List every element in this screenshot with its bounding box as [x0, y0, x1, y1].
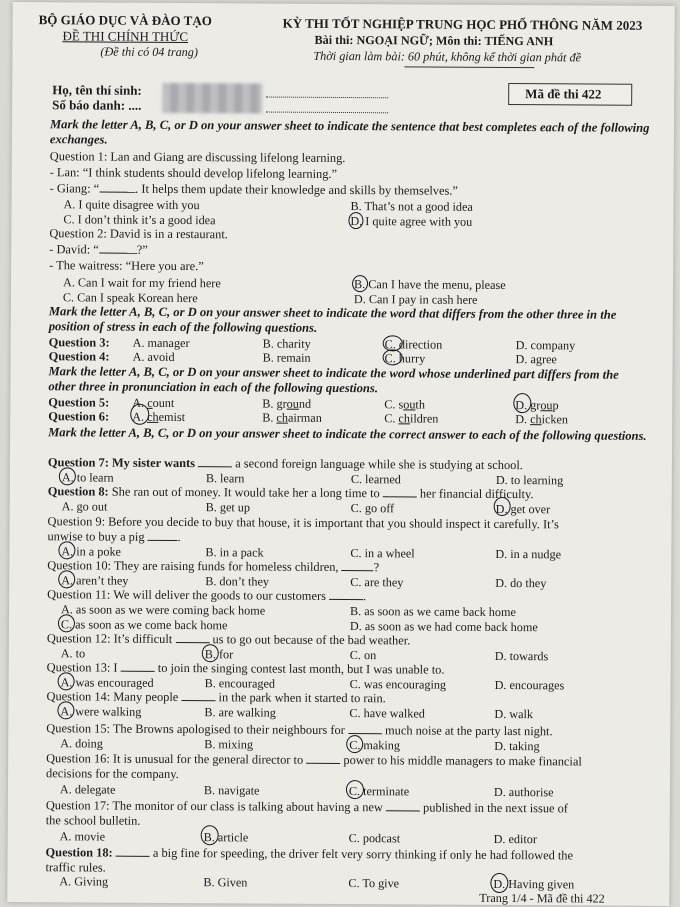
q16-stem: Question 16: It is unusual for the general director to power to his middle managers to make financial	[46, 751, 582, 769]
q4-label: Question 4:	[48, 349, 110, 364]
q6-option-d[interactable]: D. chicken	[515, 412, 569, 427]
q12-option-a[interactable]: A. to	[60, 646, 86, 661]
instruction-exchanges: Mark the letter A, B, C, or D on your answer sheet to indicate the sentence that best completes each of the following exchanges.	[49, 117, 650, 147]
q15-option-c[interactable]: C. making	[349, 738, 401, 753]
q10-option-d[interactable]: D. do they	[495, 575, 547, 591]
q2-stem: Question 2: David is in a restaurant.	[49, 226, 228, 242]
instruction-stress: Mark the letter A, B, C, or D on your answer sheet to indicate the word that differs from the other three in the position of stress in each of the following questions.	[48, 304, 617, 335]
exam-time: Thời gian làm bài: 60 phút, không kể thời gian phát đề	[313, 48, 582, 65]
q4-option-b[interactable]: B. remain	[262, 350, 311, 365]
q9-option-b[interactable]: B. in a pack	[205, 545, 264, 560]
q17-stem-line2: the school bulletin.	[45, 813, 141, 828]
q16-option-c[interactable]: C. terminate	[348, 784, 410, 799]
q7-option-d[interactable]: D. to learning	[495, 472, 564, 488]
q12-option-b[interactable]: B. for	[204, 647, 234, 662]
q4-option-d[interactable]: D. agree	[515, 352, 557, 367]
name-dots	[266, 97, 388, 99]
q11-stem: Question 11: We will deliver the goods to our customers .	[47, 587, 367, 604]
q9-option-c[interactable]: C. in a wheel	[350, 546, 415, 561]
q2-option-b[interactable]: B. Can I have the menu, please	[353, 277, 506, 293]
q10-stem: Question 10: They are raising funds for homeless children, ?	[47, 558, 380, 575]
q18-option-d[interactable]: D. Having given	[493, 876, 575, 892]
q2-line1: - David: “ ?”	[49, 242, 148, 257]
q14-option-b[interactable]: B. are walking	[204, 705, 276, 720]
q13-stem: Question 13: I to join the singing contest last month, but I was unable to.	[46, 660, 445, 677]
q15-option-d[interactable]: D. taking	[494, 738, 540, 754]
q17-option-d[interactable]: D. editor	[493, 831, 538, 847]
q9-stem-line2: unwise to buy a pig .	[47, 529, 181, 545]
q8-option-a[interactable]: A. go out	[61, 499, 108, 514]
q2-option-d[interactable]: D. Can I pay in cash here	[353, 292, 478, 307]
q11-option-d[interactable]: D. as soon as we had come back home	[349, 619, 538, 635]
official-label: ĐỀ THI CHÍNH THỨC	[62, 28, 189, 45]
q11-option-a[interactable]: A. as soon as we were coming back home	[61, 602, 266, 618]
q10-option-b[interactable]: B. don’t they	[205, 574, 270, 589]
q17-option-c[interactable]: C. podcast	[348, 831, 401, 846]
q16-stem-line2: decisions for the company.	[46, 766, 179, 782]
q9-option-a[interactable]: A. in a poke	[61, 544, 122, 559]
q6-option-a[interactable]: A. chemist	[132, 409, 186, 425]
q3-label: Question 3:	[48, 335, 110, 350]
q17-option-a[interactable]: A. movie	[59, 829, 106, 844]
exam-title: KỲ THI TỐT NGHIỆP TRUNG HỌC PHỔ THÔNG NĂM 2023	[282, 15, 643, 33]
q1-line2: - Giang: “ . It helps them update their knowledge and skills by themselves.”	[49, 181, 458, 198]
q18-stem-line2: traffic rules.	[45, 860, 106, 875]
q16-option-d[interactable]: D. authorise	[493, 784, 554, 800]
exam-subject: Bài thi: NGOẠI NGỮ; Môn thi: TIẾNG ANH	[314, 32, 554, 49]
q1-option-c[interactable]: C. I don’t think it’s a good idea	[63, 212, 216, 228]
q14-option-a[interactable]: A. were walking	[60, 704, 142, 719]
ministry-name: BỘ GIÁO DỤC VÀ ĐÀO TẠO	[38, 12, 212, 29]
q7-option-a[interactable]: A. to learn	[61, 470, 114, 485]
q17-stem: Question 17: The monitor of our class is talking about having a new published in the next issue of	[45, 798, 569, 816]
q2-option-c[interactable]: C. Can I speak Korean here	[62, 290, 198, 306]
pages-note: (Đề thi có 04 trang)	[100, 44, 198, 60]
q9-stem: Question 9: Before you decide to buy that house, it is important that you should inspect it carefully. It’s	[47, 514, 559, 532]
q14-option-d[interactable]: D. walk	[494, 706, 534, 722]
q5-option-a[interactable]: A. count	[132, 395, 175, 410]
q6-option-c[interactable]: C. children	[384, 411, 439, 426]
q8-option-d[interactable]: D. get over	[495, 501, 551, 517]
q5-option-c[interactable]: C. south	[384, 397, 425, 412]
q8-stem: Question 8: She ran out of money. It would take her a long time to her financial difficulty.	[47, 484, 534, 502]
q10-option-c[interactable]: C. are they	[350, 575, 404, 590]
q1-stem: Question 1: Lan and Giang are discussing lifelong learning.	[49, 149, 346, 166]
q5-label: Question 5:	[48, 395, 110, 410]
q7-option-c[interactable]: C. learned	[350, 472, 401, 487]
q15-stem: Question 15: The Browns apologised to their neighbours for much noise at the party last night.	[46, 721, 553, 739]
q6-option-b[interactable]: B. chairman	[262, 410, 322, 425]
q3-option-b[interactable]: B. charity	[262, 336, 311, 351]
q12-option-c[interactable]: C. on	[349, 648, 377, 663]
q11-option-c[interactable]: C. as soon as we come back home	[60, 617, 228, 633]
q7-stem: Question 7: My sister wants a second foreign language while she is studying at school.	[47, 455, 523, 473]
q18-option-b[interactable]: B. Given	[203, 875, 248, 890]
q5-option-d[interactable]: D. group	[515, 398, 559, 413]
q17-option-b[interactable]: B. article	[203, 830, 249, 845]
q1-line1: - Lan: “I think students should develop lifelong learning.”	[49, 165, 338, 181]
instruction-correct: Mark the letter A, B, C, or D on your answer sheet to indicate the correct answer to each of the following questions.	[48, 425, 647, 443]
q1-option-b[interactable]: B. That’s not a good idea	[350, 199, 473, 214]
q15-option-b[interactable]: B. mixing	[204, 737, 254, 752]
q14-stem: Question 14: Many people in the park when it started to rain.	[46, 689, 386, 706]
q9-option-d[interactable]: D. in a nudge	[495, 546, 562, 562]
q12-option-d[interactable]: D. towards	[494, 648, 549, 664]
q1-option-a[interactable]: A. I quite disagree with you	[63, 197, 200, 213]
q14-option-c[interactable]: C. have walked	[349, 706, 425, 721]
q6-label: Question 6:	[48, 409, 110, 424]
q1-option-d[interactable]: D. I quite agree with you	[350, 214, 473, 229]
instruction-pronunciation: Mark the letter A, B, C, or D on your answer sheet to indicate the word whose underlined part differs from the other three in pronunciation in each of the following questions.	[48, 364, 619, 396]
id-dots	[266, 112, 388, 114]
q4-option-a[interactable]: A. avoid	[132, 349, 175, 364]
q16-option-a[interactable]: A. delegate	[59, 782, 116, 797]
redacted-area	[162, 83, 262, 114]
q8-option-b[interactable]: B. get up	[205, 500, 251, 515]
q13-option-d[interactable]: D. encourages	[494, 677, 565, 693]
q3-option-a[interactable]: A. manager	[132, 335, 190, 351]
q3-option-d[interactable]: D. company	[515, 338, 576, 353]
q13-option-a[interactable]: A. was encouraged	[60, 675, 154, 690]
q18-stem: Question 18: a big fine for speeding, the driver felt very sorry thinking if only he had followed the	[45, 845, 574, 863]
q16-option-b[interactable]: B. navigate	[203, 783, 260, 798]
q18-option-c[interactable]: C. To give	[348, 876, 400, 891]
q5-option-b[interactable]: B. ground	[262, 396, 312, 411]
header-rule	[404, 66, 534, 68]
candidate-id-label: Số báo danh: ....	[52, 97, 142, 113]
q13-option-b[interactable]: B. encouraged	[204, 676, 276, 691]
q13-option-c[interactable]: C. was encouraging	[349, 677, 447, 692]
q12-stem: Question 12: It’s difficult us to go out because of the bad weather.	[46, 631, 411, 648]
q2-line2: - The waitress: “Here you are.”	[49, 258, 204, 274]
q4-option-c[interactable]: C. hurry	[384, 351, 426, 366]
page-footer: Trang 1/4 - Mã đề thi 422	[479, 890, 605, 906]
q11-option-b[interactable]: B. as soon as we came back home	[349, 604, 516, 620]
exam-paper	[7, 2, 674, 906]
q10-option-a[interactable]: A. aren’t they	[61, 573, 129, 588]
q18-option-a[interactable]: A. Giving	[59, 874, 109, 889]
q7-option-b[interactable]: B. learn	[205, 471, 245, 486]
exam-code: Mã đề thi 422	[525, 86, 602, 102]
candidate-name-label: Họ, tên thí sinh:	[52, 82, 142, 98]
q8-option-c[interactable]: C. go off	[350, 501, 395, 516]
q3-option-c[interactable]: C. direction	[384, 337, 443, 352]
q2-option-a[interactable]: A. Can I wait for my friend here	[63, 275, 221, 291]
q15-option-a[interactable]: A. doing	[60, 736, 103, 751]
